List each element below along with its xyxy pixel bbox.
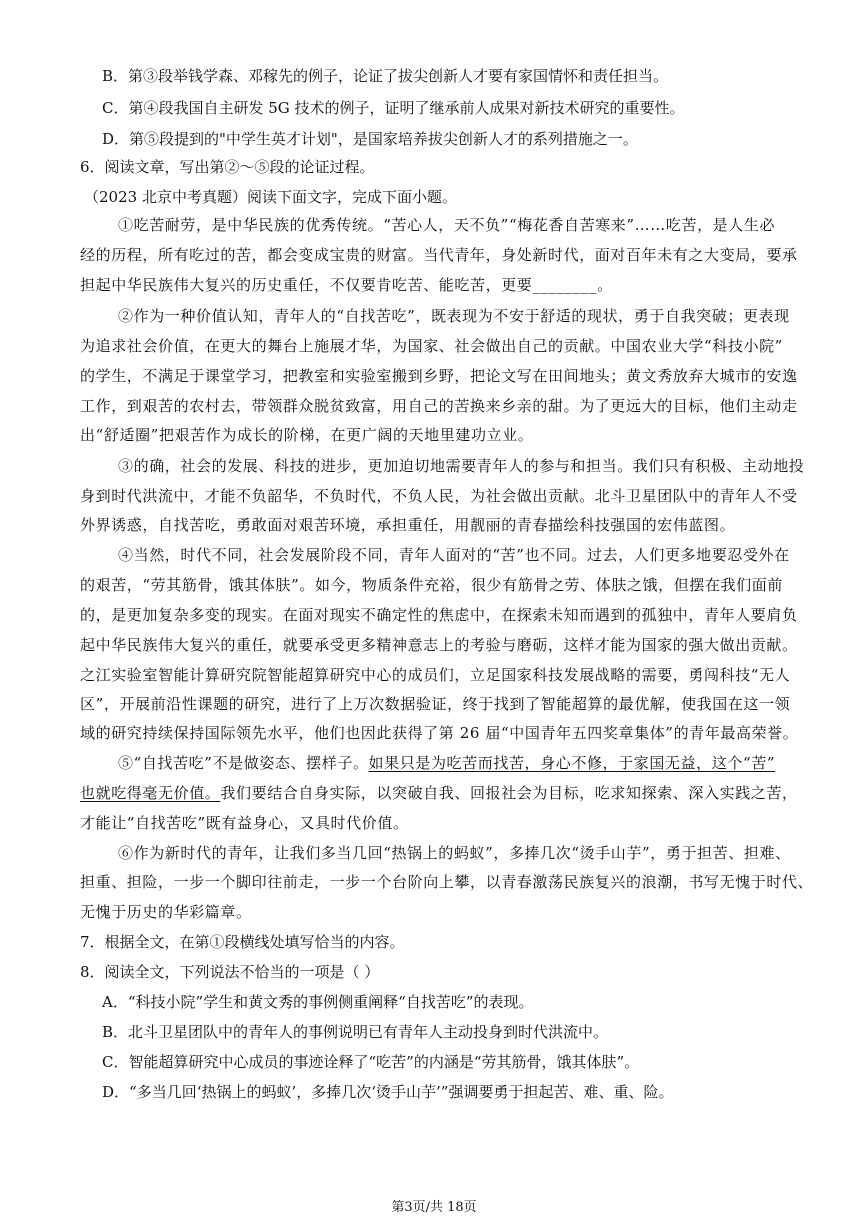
- paragraph-4-line: ④当然，时代不同，社会发展阶段不同，青年人面对的“苦”也不同。过去，人们更多地要忍受外在: [118, 546, 790, 564]
- paragraph-2-line: 的学生，不满足于课堂学习，把教室和实验室搬到乡野，把论文写在田间地头；黄文秀放弃大城市的安逸: [80, 367, 798, 385]
- paragraph-4-line: 的，是更加复杂多变的现实。在面对现实不确定性的焦虑中，在探索未知而遇到的孤独中，青年人要肩负: [80, 606, 798, 624]
- paragraph-1-line: 担起中华民族伟大复兴的历史重任，不仅要肯吃苦、能吃苦，更要________。: [80, 276, 613, 294]
- paragraph-6-line: 无愧于历史的华彩篇章。: [80, 903, 252, 921]
- paragraph-2-line: 出“舒适圈”把艰苦作为成长的阶梯，在更广阔的天地里建功立业。: [80, 426, 534, 444]
- paragraph-5-text: 我们要结合自身实际，以突破自我、回报社会为目标，吃求知探索、深入实践之苦，: [220, 784, 798, 802]
- paragraph-2-line: 工作，到艰苦的农村去，带领群众脱贫致富，用自己的苦换来乡亲的甜。为了更远大的目标，他们主动走: [80, 397, 798, 415]
- underlined-sentence: 也就吃得毫无价值。: [80, 784, 221, 802]
- option-d-prev: D．第⑤段提到的"中学生英才计划"，是国家培养拔尖创新人才的系列措施之一。: [102, 130, 638, 148]
- option-b-prev: B．第③段举钱学森、邓稼先的例子，论证了拔尖创新人才要有家国情怀和责任担当。: [102, 67, 669, 85]
- question-8: 8．阅读全文，下列说法不恰当的一项是（ ）: [80, 963, 380, 981]
- paragraph-4-line: 的艰苦，“劳其筋骨，饿其体肤”。如今，物质条件充裕，很少有筋骨之劳、体肤之饿，但摆在我们面前: [80, 576, 783, 594]
- question-8-option-a: A．“科技小院”学生和黄文秀的事例侧重阐释“自找苦吃”的表现。: [102, 993, 534, 1011]
- paragraph-1-line: ①吃苦耐劳，是中华民族的优秀传统。“苦心人，天不负”“梅花香自苦寒来”……吃苦，是人生必: [118, 216, 776, 234]
- question-8-option-b: B．北斗卫星团队中的青年人的事例说明已有青年人主动投身到时代洪流中。: [102, 1023, 609, 1041]
- paragraph-3-line: ③的确，社会的发展、科技的进步，更加迫切地需要青年人的参与和担当。我们只有积极、主动地投: [118, 457, 805, 475]
- paragraph-5-line: [80, 783, 798, 803]
- paragraph-2-line: ②作为一种价值认知，青年人的“自找苦吃”，既表现为不安于舒适的现状，勇于自我突破；更表现: [118, 307, 790, 325]
- source-line: （2023 北京中考真题）阅读下面文字，完成下面小题。: [84, 188, 457, 206]
- paragraph-5-text: ⑤“自找苦吃”不是做姿态、摆样子。: [118, 754, 369, 772]
- question-8-option-d: D．“多当几回‘热锅上的蚂蚁’，多捧几次‘烫手山芋’”强调要勇于担起苦、难、重、险。: [102, 1083, 674, 1101]
- paragraph-1-line: 经的历程，所有吃过的苦，都会变成宝贵的财富。当代青年，身处新时代，面对百年未有之大变局，要承: [80, 246, 798, 264]
- option-c-prev: C．第④段我国自主研发 5G 技术的例子，证明了继承前人成果对新技术研究的重要性。: [102, 99, 685, 117]
- paragraph-3-line: 外界诱惑，自找苦吃，勇敢面对艰苦环境，承担重任，用靓丽的青春描绘科技强国的宏伟蓝图。: [80, 516, 736, 534]
- paragraph-6-line: 担重、担险，一步一个脚印往前走，一步一个台阶向上攀，以青春激荡民族复兴的浪潮，书写无愧于时代、: [80, 873, 814, 891]
- paragraph-3-line: 身到时代洪流中，才能不负韶华，不负时代，不负人民，为社会做出贡献。北斗卫星团队中的青年人不受: [80, 487, 798, 505]
- paragraph-4-line: 起中华民族伟大复兴的重任，就要承受更多精神意志上的考验与磨砺，这样才能为国家的强大做出贡献。: [80, 636, 798, 654]
- paragraph-4-line: 区”，开展前沿性课题的研究，进行了上万次数据验证，终于找到了智能超算的最优解，使我国在这一领: [80, 695, 791, 713]
- page-number: 第3页/共 18页: [391, 1200, 477, 1215]
- question-7: 7．根据全文，在第①段横线处填写恰当的内容。: [80, 933, 405, 951]
- paragraph-6-line: ⑥作为新时代的青年，让我们多当几回“热锅上的蚂蚁”，多捧几次“烫手山芋”，勇于担苦、担难、: [118, 844, 791, 862]
- paragraph-5-line: 才能让“自找苦吃”既有益身心，又具时代价值。: [80, 814, 409, 832]
- question-8-option-c: C．智能超算研究中心成员的事迹诠释了“吃苦”的内涵是“劳其筋骨，饿其体肤”。: [102, 1053, 640, 1071]
- paragraph-5-line: [118, 753, 775, 773]
- paragraph-2-line: 为追求社会价值，在更大的舞台上施展才华，为国家、社会做出自己的贡献。中国农业大学“科技小院”: [80, 337, 783, 355]
- paragraph-4-line: 之江实验室智能计算研究院智能超算研究中心的成员们，立足国家科技发展战略的需要，勇闯科技“无人: [80, 666, 791, 684]
- paragraph-4-line: 域的研究持续保持国际领先水平，他们也因此获得了第 26 届“中国青年五四奖章集体”的青年最高荣誉。: [80, 724, 799, 742]
- question-6: 6．阅读文章，写出第②～⑤段的论证过程。: [80, 158, 375, 176]
- underlined-sentence: 如果只是为吃苦而找苦，身心不修，于家国无益，这个“苦”: [368, 754, 776, 772]
